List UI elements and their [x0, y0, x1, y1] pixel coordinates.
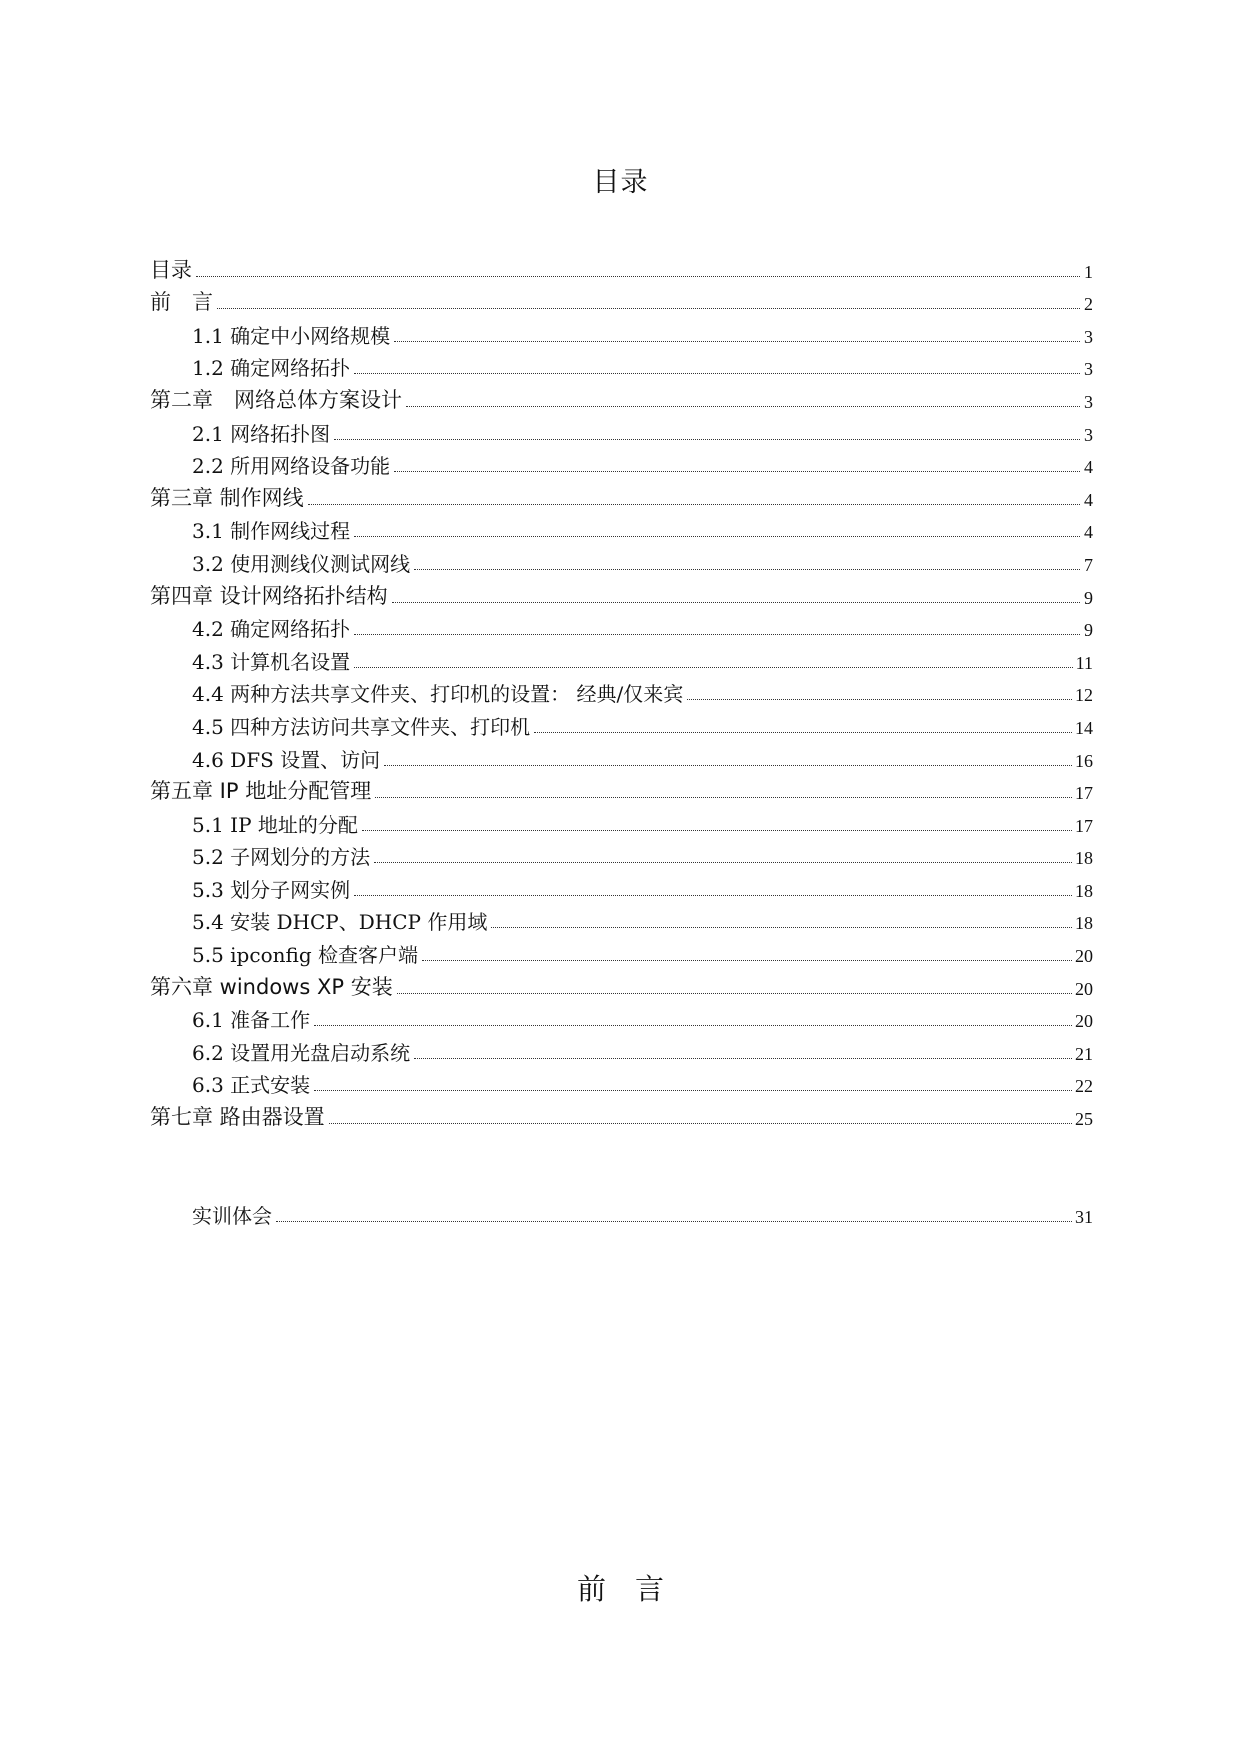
toc-entry-label: 1.2 确定网络拓扑: [192, 356, 351, 381]
toc-entry-label: 1.1 确定中小网络规模: [192, 323, 391, 348]
toc-entry[interactable]: [150, 313, 1093, 346]
toc-leader-dots: [362, 829, 1072, 831]
toc-leader-dots: [491, 926, 1072, 928]
toc-entry-label: 6.1 准备工作: [192, 1008, 311, 1033]
toc-entry[interactable]: [150, 1030, 1093, 1063]
preface-heading: 前 言: [576, 1572, 664, 1606]
toc-entry[interactable]: [150, 476, 1093, 509]
toc-entry-page: 7: [1084, 554, 1093, 575]
toc-leader-dots: [534, 731, 1072, 733]
toc-leader-dots: [406, 405, 1080, 407]
toc-title: 目录: [592, 167, 649, 198]
toc-entry[interactable]: [150, 378, 1093, 411]
toc-entry-label: 2.2 所用网络设备功能: [192, 454, 391, 479]
toc-entry[interactable]: [150, 672, 1093, 705]
toc-leader-dots: [414, 568, 1080, 570]
toc-entry[interactable]: [150, 444, 1093, 477]
toc-leader-dots: [687, 698, 1072, 700]
toc-entry-label: 5.5 ipconfig 检查客户端: [192, 943, 418, 968]
toc-entry[interactable]: [150, 281, 1093, 314]
toc-entry-page: 9: [1084, 620, 1093, 641]
toc-entry-page: 20: [1075, 978, 1093, 999]
toc-entry-label: 6.3 正式安装: [192, 1073, 311, 1098]
toc-leader-dots: [394, 340, 1080, 342]
toc-entry-page: 17: [1075, 815, 1093, 836]
toc-entry-label: 目录: [150, 257, 192, 282]
toc-entry[interactable]: [150, 1063, 1093, 1096]
toc-entry-page: 3: [1084, 424, 1093, 445]
toc-leader-dots: [354, 535, 1080, 537]
toc-entry-page: 20: [1075, 1011, 1093, 1032]
toc-entry-page: 21: [1075, 1043, 1093, 1064]
toc-entry[interactable]: [150, 574, 1093, 607]
toc-entry-page: 2: [1084, 294, 1093, 315]
toc-leader-dots: [276, 1220, 1072, 1222]
toc-entry-label: 4.2 确定网络拓扑: [192, 617, 351, 642]
toc-leader-dots: [196, 275, 1080, 277]
toc-entry-page: 12: [1075, 685, 1093, 706]
toc-entry[interactable]: [150, 639, 1093, 672]
toc-entry[interactable]: [150, 248, 1093, 281]
toc-leader-dots: [414, 1057, 1072, 1059]
toc-entry-page: 4: [1084, 522, 1093, 543]
toc-entry-page: 18: [1075, 880, 1093, 901]
toc-leader-dots: [354, 372, 1080, 374]
toc-entry-label: 前 言: [150, 290, 213, 315]
toc-leader-dots: [314, 1024, 1072, 1026]
toc-entry-page: 31: [1075, 1206, 1093, 1227]
toc-leader-dots: [334, 438, 1080, 440]
toc-entry[interactable]: [150, 509, 1093, 542]
toc-leader-dots: [394, 470, 1080, 472]
toc-leader-dots: [308, 503, 1080, 505]
toc-entry-label: 4.3 计算机名设置: [192, 649, 351, 674]
toc-entry-page: 1: [1084, 261, 1093, 282]
toc-entry[interactable]: [150, 541, 1093, 574]
toc-entry-page: 4: [1084, 489, 1093, 510]
toc-leader-dots: [374, 861, 1072, 863]
toc-entry[interactable]: [150, 932, 1093, 968]
toc-entry-page: 16: [1075, 750, 1093, 771]
toc-entry[interactable]: [150, 965, 1093, 998]
toc-entry-page: 3: [1084, 391, 1093, 412]
toc-entry-label: 4.5 四种方法访问共享文件夹、打印机: [192, 714, 531, 739]
toc-leader-dots: [354, 894, 1072, 896]
toc-entry-label: 3.1 制作网线过程: [192, 519, 351, 544]
toc-entry[interactable]: [150, 900, 1093, 933]
toc-entry-page: 3: [1084, 359, 1093, 380]
toc-entry-page: 14: [1075, 717, 1093, 738]
toc-entry[interactable]: [150, 770, 1093, 803]
toc-entry-label: 第七章 路由器设置: [150, 1105, 325, 1130]
toc-leader-dots: [392, 601, 1080, 603]
toc-entry[interactable]: [150, 835, 1093, 868]
toc-entry[interactable]: [150, 607, 1093, 640]
toc-leader-dots: [397, 992, 1072, 994]
toc-entry-label: 第四章 设计网络拓扑结构: [150, 583, 388, 608]
toc-entry-page: 22: [1075, 1076, 1093, 1097]
toc-entry-page: 18: [1075, 913, 1093, 934]
toc-entry-label: 5.4 安装 DHCP、DHCP 作用域: [192, 910, 488, 935]
toc-entry[interactable]: [150, 346, 1093, 379]
toc-entry-label: 5.2 子网划分的方法: [192, 845, 371, 870]
toc-leader-dots: [354, 633, 1080, 635]
toc-entry[interactable]: [150, 1095, 1093, 1128]
toc-entry[interactable]: [150, 704, 1093, 737]
toc-entry-page: 4: [1084, 457, 1093, 478]
toc-entry-page: 25: [1075, 1109, 1093, 1130]
toc-entry[interactable]: [150, 867, 1093, 900]
toc-leader-dots: [329, 1122, 1072, 1124]
toc-entry-label: 第五章 IP 地址分配管理: [150, 779, 372, 804]
toc-entry-summary[interactable]: [150, 1193, 1093, 1226]
toc-leader-dots: [217, 307, 1080, 309]
toc-entry[interactable]: [150, 411, 1093, 444]
toc-leader-dots: [314, 1089, 1072, 1091]
toc-entry-page: 18: [1075, 848, 1093, 869]
toc-entry-label: 实训体会: [192, 1203, 272, 1228]
toc-entry-label: 5.3 划分子网实例: [192, 877, 351, 902]
toc-entry-page: 17: [1075, 783, 1093, 804]
toc-entry-page: 11: [1075, 652, 1093, 673]
toc-entry[interactable]: [150, 737, 1093, 770]
toc-entry-label: 第三章 制作网线: [150, 485, 304, 510]
toc-leader-dots: [384, 764, 1072, 766]
toc-extra: [150, 1193, 1093, 1226]
toc-entry-label: 4.6 DFS 设置、访问: [192, 747, 381, 772]
toc-leader-dots: [354, 666, 1072, 668]
toc-entry-label: 5.1 IP 地址的分配: [192, 812, 358, 837]
toc-entry-page: 3: [1084, 326, 1093, 347]
toc-entry[interactable]: [150, 998, 1093, 1031]
toc-leader-dots: [422, 959, 1072, 961]
toc-entry-label: 4.4 两种方法共享文件夹、打印机的设置： 经典/仅来宾: [192, 682, 684, 707]
toc-entry-label: 2.1 网络拓扑图: [192, 421, 331, 446]
toc-entry-label: 6.2 设置用光盘启动系统: [192, 1040, 411, 1065]
toc-entry-label: 第六章 windows XP 安装: [150, 974, 393, 999]
toc-entry-page: 20: [1075, 946, 1093, 967]
toc-leader-dots: [375, 796, 1072, 798]
toc-entry-label: 3.2 使用测线仪测试网线: [192, 551, 411, 576]
toc-entry-label: 第二章 网络总体方案设计: [150, 387, 402, 412]
toc-entry[interactable]: [150, 802, 1093, 835]
toc-entry-page: 9: [1084, 587, 1093, 608]
toc-list: [150, 248, 1093, 1128]
